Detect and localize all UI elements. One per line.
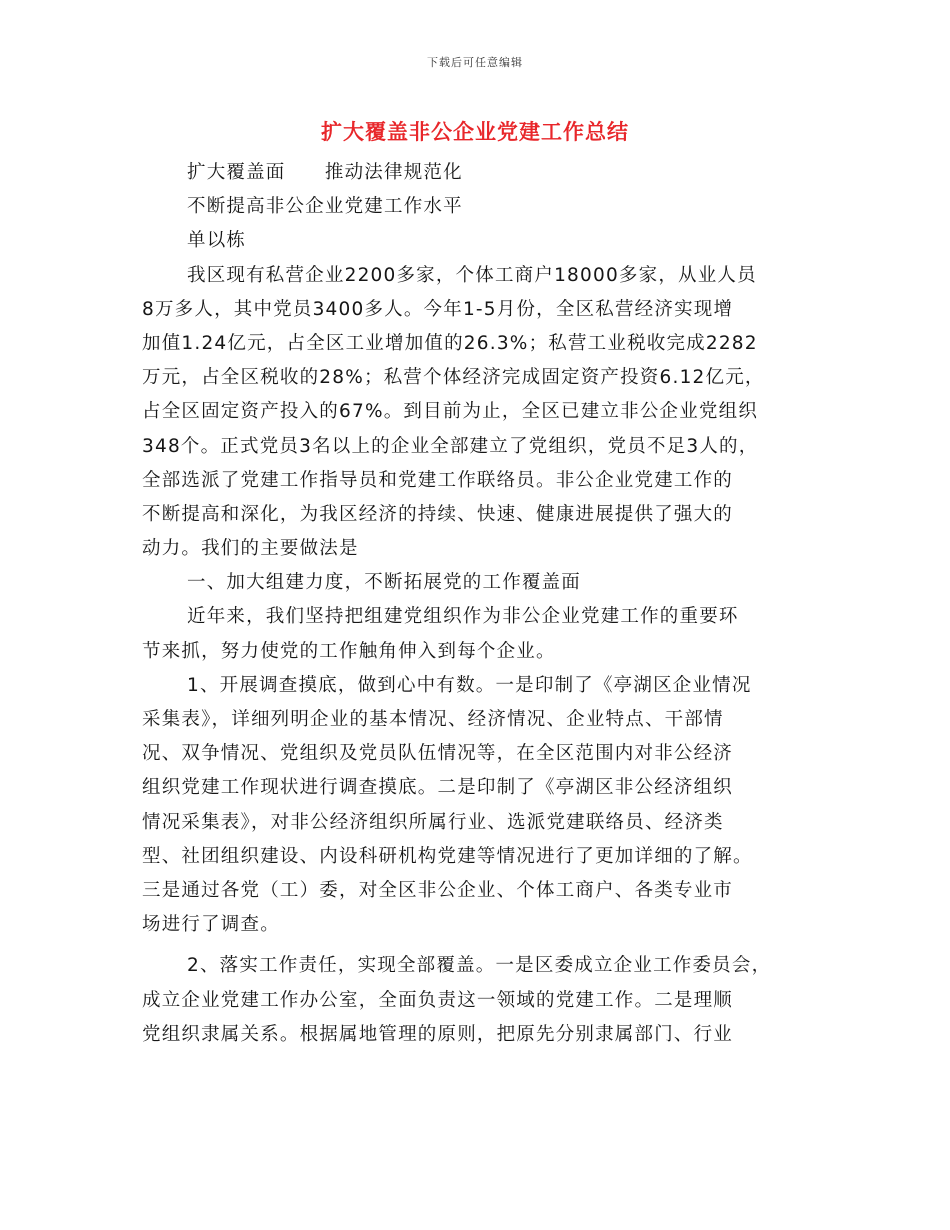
text-line: 8万多人，其中党员3400多人。今年1-5月份，全区私营经济实现增 [142, 298, 734, 320]
text-line: 采集表》，详细列明企业的基本情况、经济情况、企业特点、干部情 [142, 709, 724, 730]
text-line: 动力。我们的主要做法是 [142, 538, 359, 560]
text-line: 全部选派了党建工作指导员和党建工作联络员。非公企业党建工作的 [142, 469, 734, 491]
text-line: 2、落实工作责任，实现全部覆盖。一是区委成立企业工作委员会， [187, 955, 772, 977]
text-line: 扩大覆盖面 推动法律规范化 [187, 162, 463, 183]
text-line: 场进行了调查。 [142, 914, 280, 936]
text-line: 三是通过各党（工）委，对全区非公企业、个体工商户、各类专业市 [142, 879, 734, 901]
text-line: 党组织隶属关系。根据属地管理的原则，把原先分别隶属部门、行业 [142, 1023, 734, 1045]
page-header-note: 下载后可任意编辑 [427, 56, 523, 69]
text-line: 组织党建工作现状进行调查摸底。二是印制了《亭湖区非公经济组织 [142, 777, 734, 799]
text-line: 节来抓，努力使党的工作触角伸入到每个企业。 [142, 640, 556, 662]
text-line: 不断提高和深化，为我区经济的持续、快速、健康进展提供了强大的 [142, 503, 734, 525]
text-line: 我区现有私营企业2200多家，个体工商户18000多家，从业人员 [187, 264, 757, 286]
paragraph-gap [142, 942, 832, 949]
text-line: 占全区固定资产投入的67%。到目前为止，全区已建立非公企业党组织 [142, 401, 759, 423]
text-line: 近年来，我们坚持把组建党组织作为非公企业党建工作的重要环 [187, 606, 739, 628]
document-body [142, 156, 832, 1052]
text-line: 1、开展调查摸底，做到心中有数。一是印制了《亭湖区企业情况 [187, 674, 752, 696]
document-title: 扩大覆盖非公企业党建工作总结 [321, 120, 629, 144]
text-line: 单以栋 [187, 230, 247, 252]
text-line: 型、社团组织建设、内设科研机构党建等情况进行了更加详细的了解。 [142, 845, 753, 867]
text-line: 不断提高非公企业党建工作水平 [187, 196, 463, 218]
text-line: 一、加大组建力度，不断拓展党的工作覆盖面 [187, 572, 582, 594]
text-line: 成立企业党建工作办公室，全面负责这一领域的党建工作。二是理顺 [142, 989, 734, 1011]
text-line: 况、双争情况、党组织及党员队伍情况等，在全区范围内对非公经济 [142, 743, 734, 765]
text-line: 情况采集表》，对非公经济组织所属行业、选派党建联络员、经济类 [142, 811, 724, 833]
text-line: 348个。正式党员3名以上的企业全部建立了党组织，党员不足3人的， [142, 435, 759, 457]
text-line: 加值1.24亿元，占全区工业增加值的26.3%；私营工业税收完成2282 [142, 332, 758, 354]
text-line: 万元，占全区税收的28%；私营个体经济完成固定资产投资6.12亿元， [142, 367, 765, 389]
